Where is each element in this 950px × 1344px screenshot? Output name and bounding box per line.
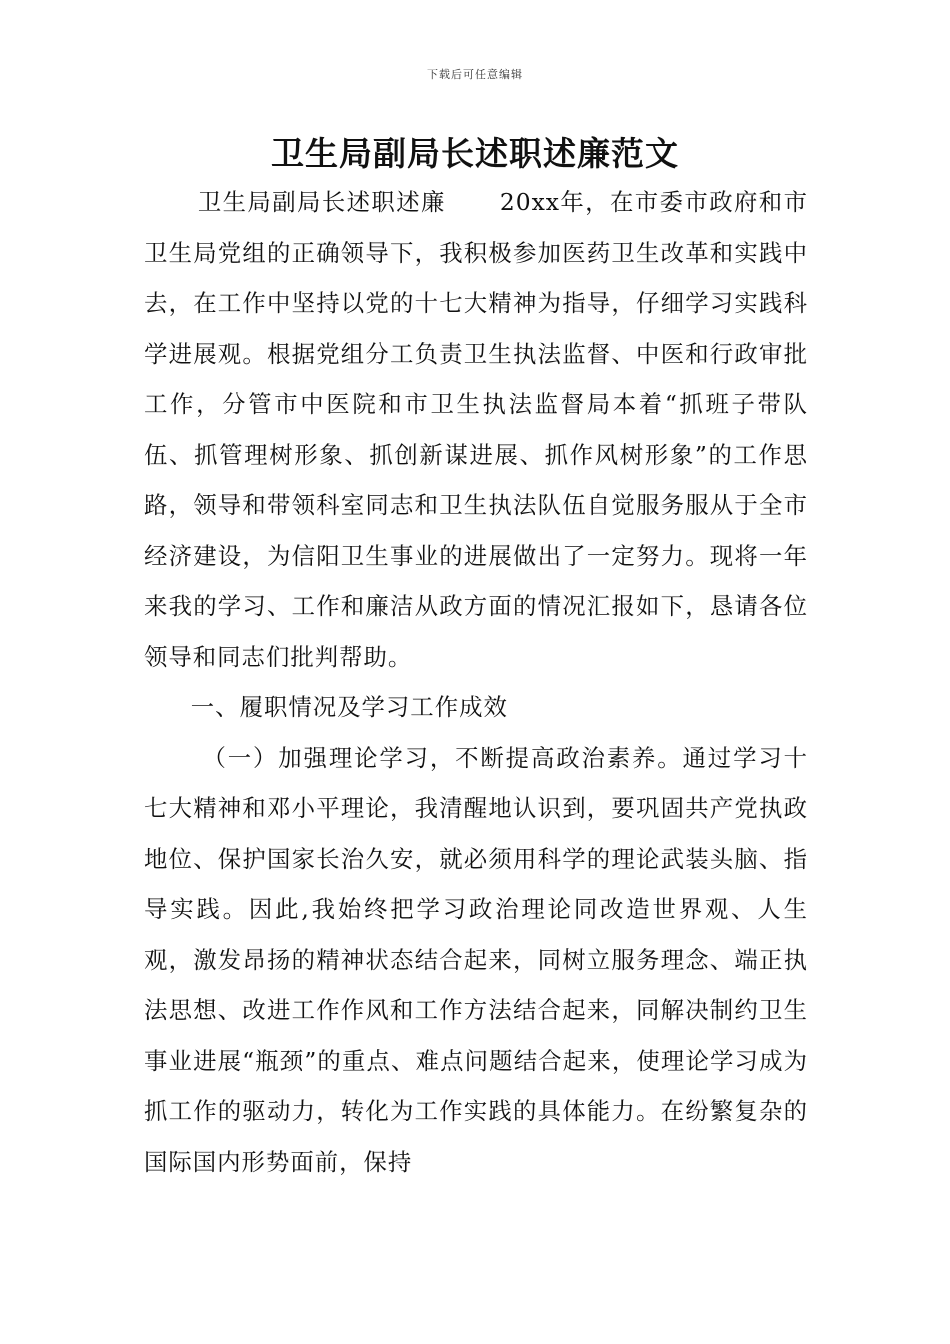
subsection-paragraph: （一）加强理论学习，不断提高政治素养。通过学习十七大精神和邓小平理论，我清醒地认识到，要巩固共产党执政地位、保护国家长治久安，就必须用科学的理论武装头脑、指导实践。因此,我始终把学习政治理论同改造世界观、人生观，激发昂扬的精神状态结合起来，同树立服务理念、端正执法思想、改进工作作风和工作方法结合起来，同解决制约卫生事业进展“瓶颈”的重点、难点问题结合起来，使理论学习成为抓工作的驱动力，转化为工作实践的具体能力。在纷繁复杂的国际国内形势面前，保持 (144, 743, 808, 1176)
document-title: 卫生局副局长述职述廉范文 (271, 134, 679, 173)
intro-paragraph (144, 177, 808, 682)
intro-label: 卫生局副局长述职述廉 (197, 188, 446, 216)
section-heading: 一、履职情况及学习工作成效 (190, 693, 508, 721)
intro-text: 20xx年，在市委市政府和市卫生局党组的正确领导下，我积极参加医药卫生改革和实践中去，在工作中坚持以党的十七大精神为指导，仔细学习实践科学进展观。根据党组分工负责卫生执法监督、中医和行政审批工作，分管市中医院和市卫生执法监督局本着“抓班子带队伍、抓管理树形象、抓创新谋进展、抓作风树形象”的工作思路，领导和带领科室同志和卫生执法队伍自觉服务服从于全市经济建设，为信阳卫生事业的进展做出了一定努力。现将一年来我的学习、工作和廉洁从政方面的情况汇报如下，恳请各位领导和同志们批判帮助。 (144, 188, 808, 671)
document-body (144, 177, 808, 1187)
header-note: 下载后可任意编辑 (427, 68, 523, 81)
